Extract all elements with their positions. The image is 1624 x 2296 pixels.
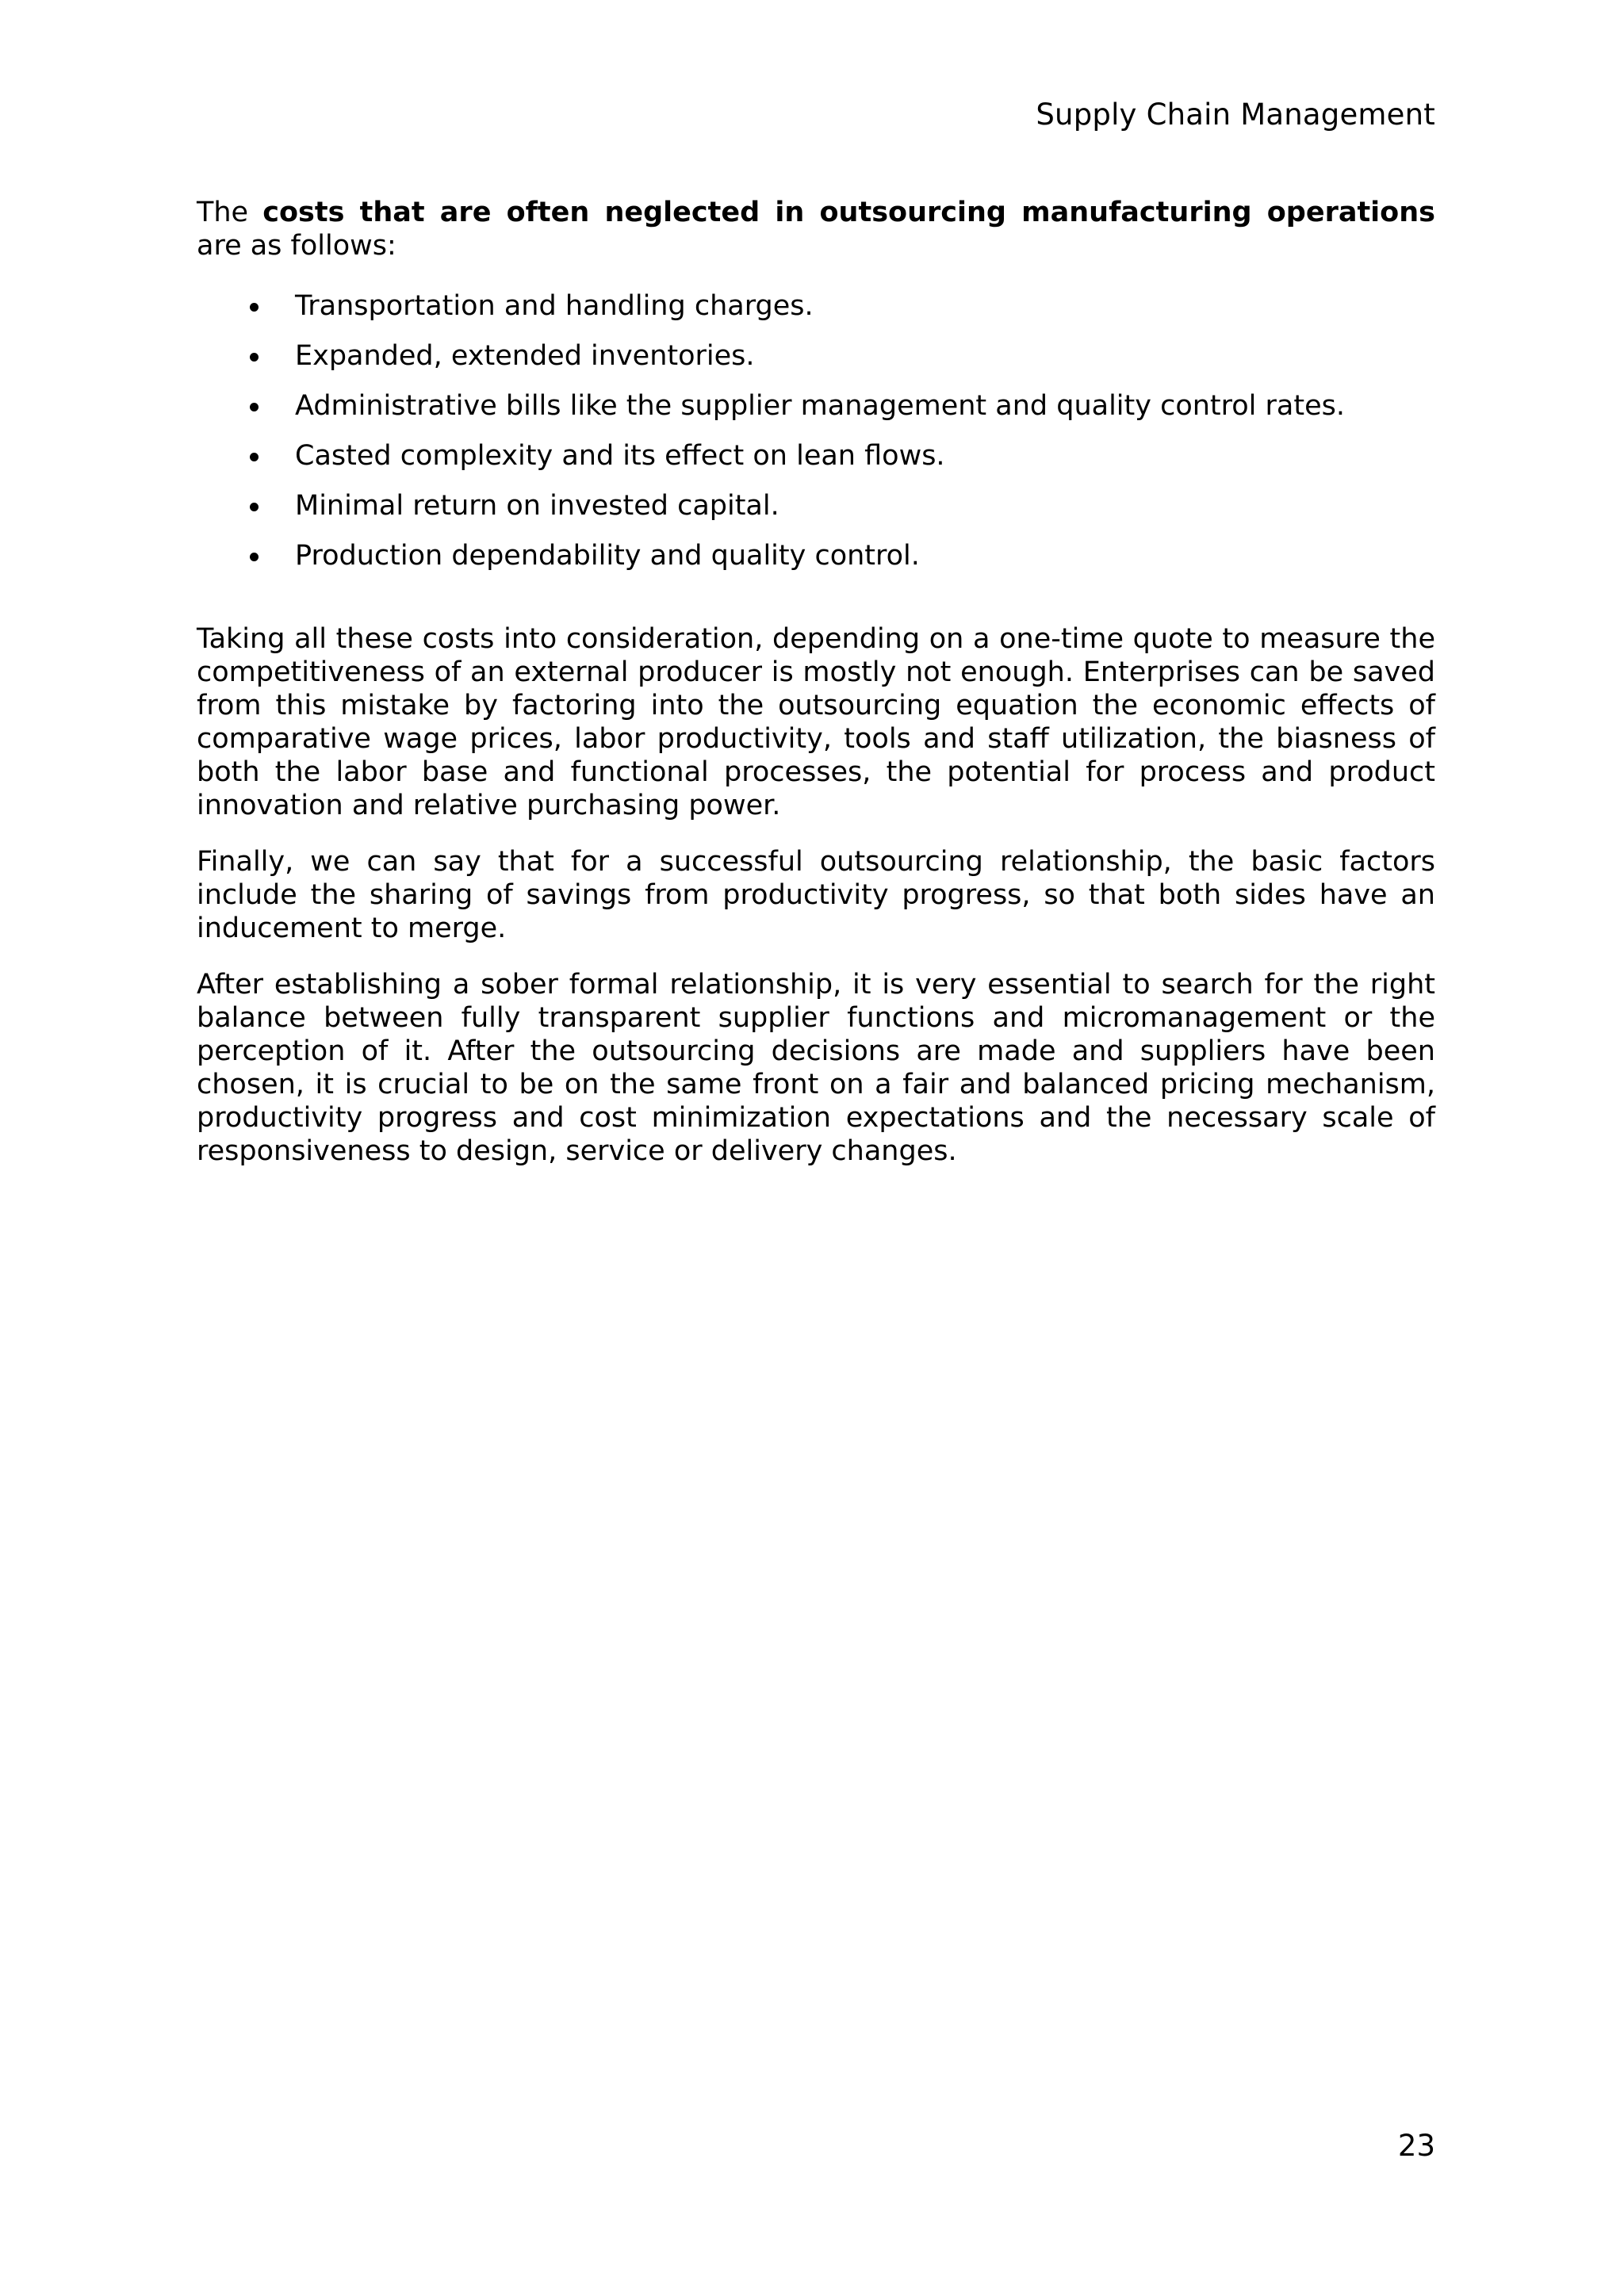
intro-paragraph — [197, 196, 1435, 262]
list-item: Expanded, extended inventories. — [197, 339, 1435, 389]
list-item: Transportation and handling charges. — [197, 289, 1435, 339]
body-paragraph: Finally, we can say that for a successful outsourcing relationship, the basic factors include the sharing of savings from productivity progress, so that both sides have an inducement to merge. — [197, 846, 1435, 944]
running-header: Supply Chain Management — [1036, 98, 1435, 132]
list-item: Casted complexity and its effect on lean flows. — [197, 439, 1435, 489]
page-number: 23 — [1397, 2129, 1435, 2163]
page-body — [197, 196, 1435, 1191]
list-item: Administrative bills like the supplier management and quality control rates. — [197, 389, 1435, 439]
intro-lead: The — [197, 197, 263, 228]
intro-emphasis: costs that are often neglected in outsourcing manufacturing operations — [262, 197, 1435, 228]
intro-tail: are as follows: — [197, 230, 396, 262]
body-paragraph: Taking all these costs into consideration, depending on a one-time quote to measure the competitiveness of an external producer is mostly not enough. Enterprises can be saved from this mistake by factoring into the outsourcing equation the economic effects of comparative wage prices, labor productivity, tools and staff utilization, the biasness of both the labor base and functional processes, the potential for process and product innovation and relative purchasing power. — [197, 623, 1435, 821]
cost-list — [197, 289, 1435, 589]
list-item: Production dependability and quality control. — [197, 539, 1435, 589]
body-paragraph: After establishing a sober formal relationship, it is very essential to search for the right balance between fully transparent supplier functions and micromanagement or the perception of it. After the outsourcing decisions are made and suppliers have been chosen, it is crucial to be on the same front on a fair and balanced pricing mechanism, productivity progress and cost minimization expectations and the necessary scale of responsiveness to design, service or delivery changes. — [197, 969, 1435, 1167]
list-item: Minimal return on invested capital. — [197, 489, 1435, 539]
